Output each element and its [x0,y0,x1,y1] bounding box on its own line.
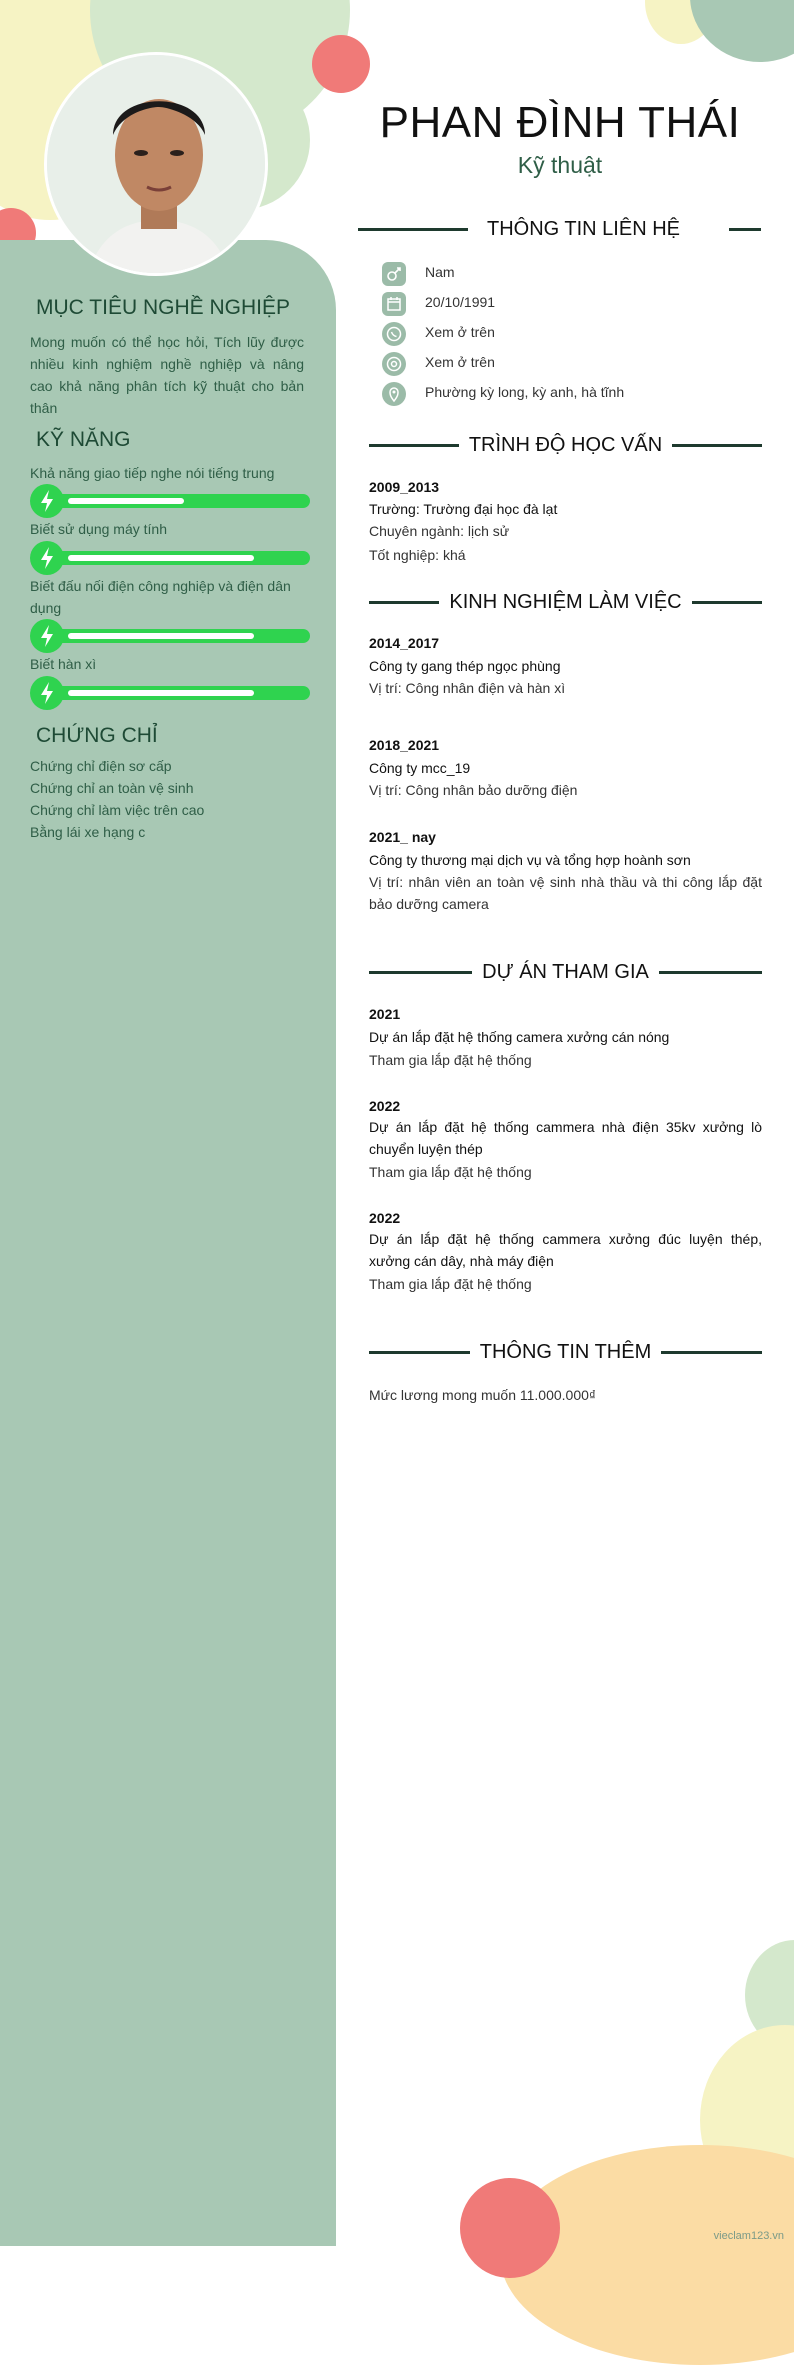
contact-address: Phường kỳ long, kỳ anh, hà tĩnh [425,384,625,400]
project-title: Dự án lắp đặt hệ thống cammera nhà điện 35kv xưởng lò chuyển luyện thép [369,1119,762,1157]
experience-section-header [369,587,762,617]
decor-blob-green-top-right [690,0,794,62]
contact-phone: Xem ở trên [425,324,495,340]
decor-blob-pink-bottom [460,2178,560,2278]
email-icon [382,352,406,376]
certificate-item: Chứng chỉ an toàn vệ sinh [30,780,194,796]
experience-company: Công ty gang thép ngọc phùng [369,658,561,674]
location-icon [382,382,406,406]
project-year: 2022 [369,1098,401,1114]
contact-gender: Nam [425,264,455,280]
objective-text: Mong muốn có thể học hỏi, Tích lũy được nhiều kinh nghiệm nghề nghiệp và nâng cao khả năng phân tích kỹ thuật cho bản thân [30,334,304,416]
skill-label: Biết hàn xì [30,656,97,672]
education-heading: TRÌNH ĐỘ HỌC VẤN [459,434,672,456]
education-major: Chuyên ngành: lịch sử [369,523,510,539]
skill-bar [30,627,310,645]
additional-section-header [369,1337,762,1367]
skill-bar [30,549,310,567]
education-grade: Tốt nghiệp: khá [369,547,466,563]
certificate-item: Chứng chỉ điện sơ cấp [30,758,172,774]
projects-heading: DỰ ÁN THAM GIA [472,961,659,983]
gender-icon [382,262,406,286]
lightning-icon [30,541,64,575]
project-role: Tham gia lắp đặt hệ thống [369,1164,532,1180]
profile-photo [47,55,268,276]
lightning-icon [30,619,64,653]
experience-period: 2021_ nay [369,829,436,845]
experience-period: 2018_2021 [369,737,440,753]
experience-position: Vị trí: nhân viên an toàn vệ sinh nhà thầu và thi công lắp đặt bảo dưỡng camera [369,874,762,912]
project-title: Dự án lắp đặt hệ thống cammera xưởng đúc luyện thép, xưởng cán dây, nhà máy điện [369,1231,762,1269]
project-role: Tham gia lắp đặt hệ thống [369,1276,532,1292]
lightning-icon [30,484,64,518]
certificate-item: Chứng chỉ làm việc trên cao [30,802,205,818]
contact-birthday: 20/10/1991 [425,294,496,310]
candidate-role: Kỹ thuật [517,152,603,178]
decor-blob-pink-top [312,35,370,93]
education-school: Trường: Trường đại học đà lạt [369,501,558,517]
skill-fill [68,555,254,561]
calendar-icon [382,292,406,316]
phone-icon [382,322,406,346]
skill-bar [30,492,310,510]
contact-email: Xem ở trên [425,354,495,370]
objective-heading: MỤC TIÊU NGHỀ NGHIỆP [36,296,290,319]
contact-heading: THÔNG TIN LIÊN HỆ [473,218,690,240]
divider-line [358,228,468,231]
skills-heading: KỸ NĂNG [36,428,131,451]
candidate-name: PHAN ĐÌNH THÁI [379,98,741,147]
skill-label: Biết sử dụng máy tính [30,521,167,537]
project-role: Tham gia lắp đặt hệ thống [369,1052,532,1068]
skill-label: Biết đấu nối điện công nghiệp và điện dân dụng [30,578,291,616]
experience-position: Vị trí: Công nhân bảo dưỡng điện [369,782,578,798]
experience-heading: KINH NGHIỆM LÀM VIỆC [439,591,691,613]
experience-company: Công ty thương mại dịch vụ và tổng hợp hoành sơn [369,852,691,868]
experience-period: 2014_2017 [369,635,440,651]
avatar [44,52,268,276]
skill-fill [68,690,254,696]
contact-section-header [358,214,761,244]
skill-fill [68,633,254,639]
footer-brand: vieclam123.vn [713,2230,784,2242]
project-year: 2022 [369,1210,401,1226]
experience-position: Vị trí: Công nhân điện và hàn xì [369,680,566,696]
education-period: 2009_2013 [369,479,440,495]
project-title: Dự án lắp đặt hệ thống camera xưởng cán nóng [369,1029,670,1045]
additional-heading: THÔNG TIN THÊM [470,1341,661,1363]
skill-bar [30,684,310,702]
experience-company: Công ty mcc_19 [369,760,471,776]
lightning-icon [30,676,64,710]
certificate-item: Bằng lái xe hạng c [30,824,146,840]
certificates-heading: CHỨNG CHỈ [36,724,158,747]
education-section-header [369,430,762,460]
projects-section-header [369,957,762,987]
skill-label: Khả năng giao tiếp nghe nói tiếng trung [30,465,275,481]
skill-fill [68,498,184,504]
salary-expectation: Mức lương mong muốn 11.000.000₫ [369,1387,597,1403]
project-year: 2021 [369,1006,401,1022]
